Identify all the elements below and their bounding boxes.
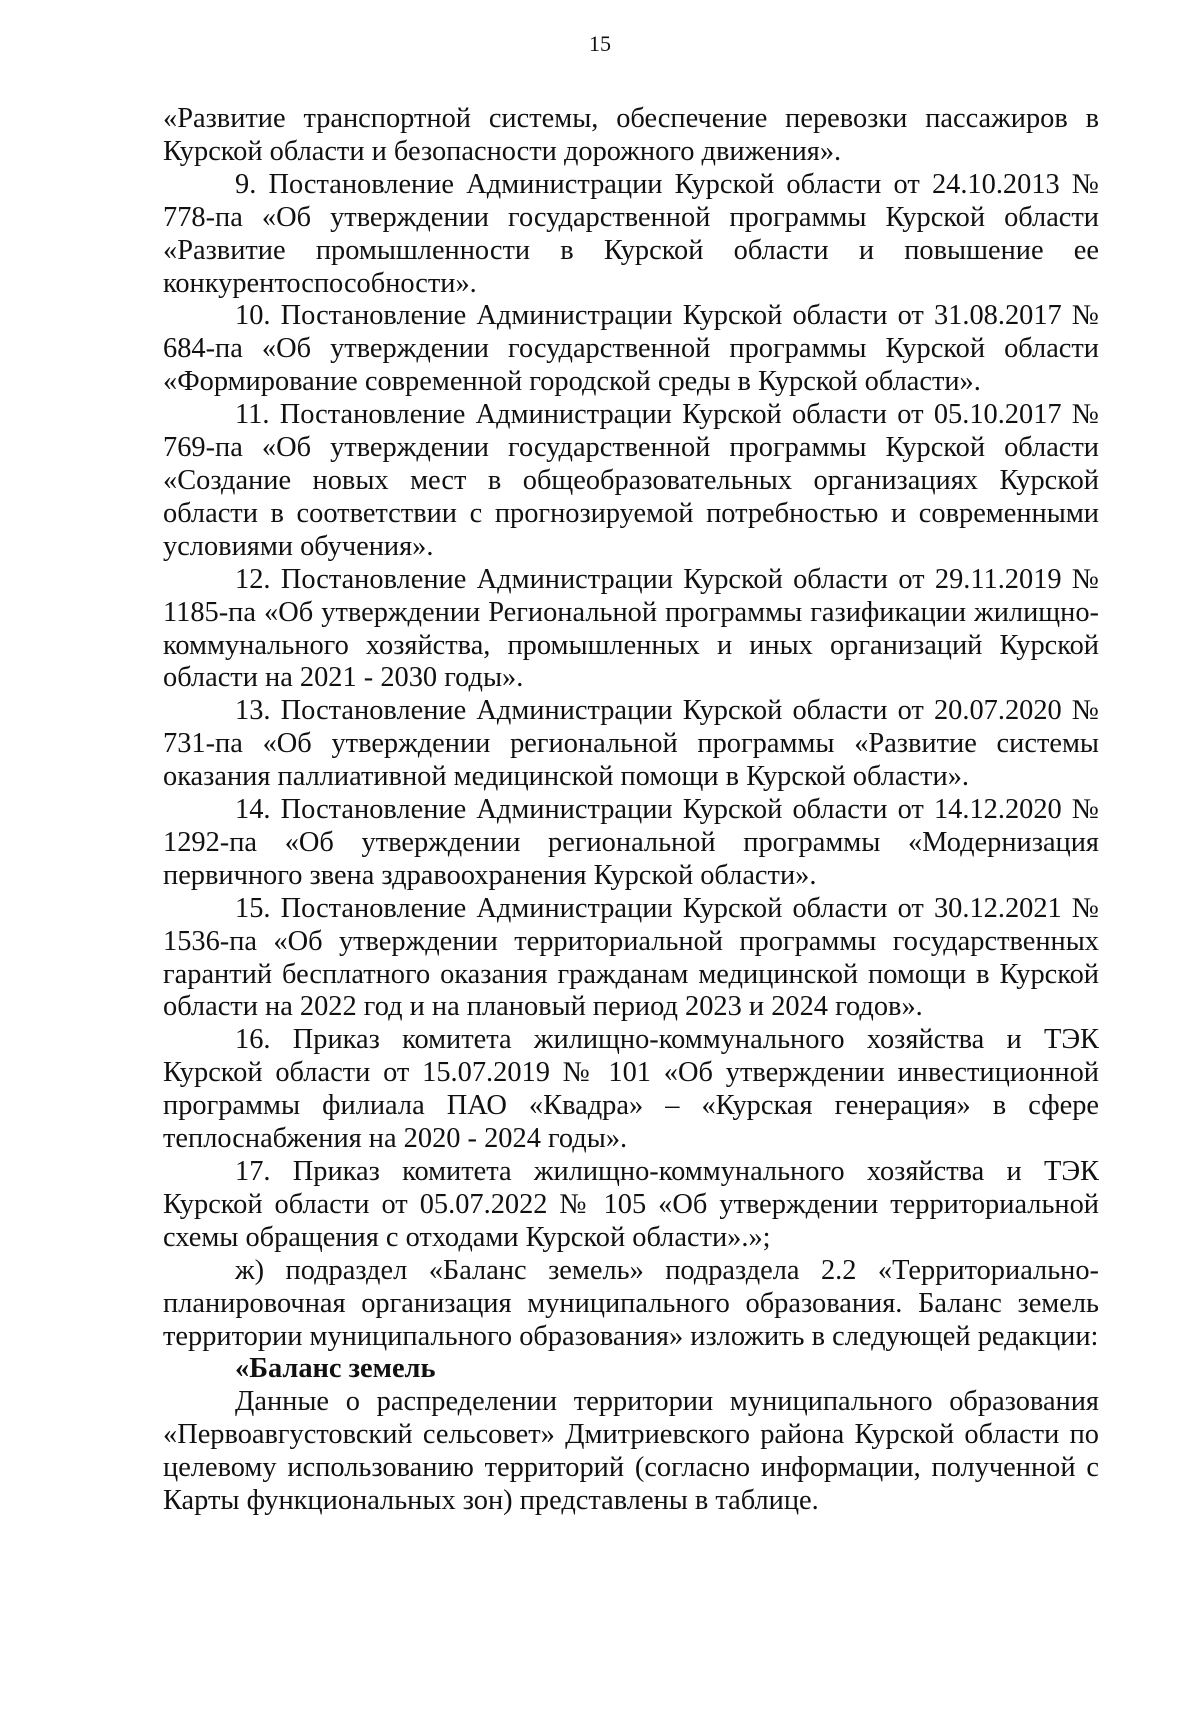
paragraph-item-17: 17. Приказ комитета жилищно-коммунального хозяйства и ТЭК Курской области от 05.07.2022 № 105 «Об утверждении территориальной схемы обращения с отходами Курской области».»; bbox=[163, 1156, 1099, 1253]
paragraph-item-16: 16. Приказ комитета жилищно-коммунального хозяйства и ТЭК Курской области от 15.07.2019 № 101 «Об утверждении инвестиционной программы филиала ПАО «Квадра» – «Курская генерация» в сфере теплоснабжения на 2020 - 2024 годы». bbox=[163, 1024, 1099, 1155]
paragraph-item-10: 10. Постановление Администрации Курской области от 31.08.2017 № 684-па «Об утверждении государственной программы Курской области «Формирование современной городской среды в Курской области». bbox=[163, 300, 1099, 398]
paragraph-item-13: 13. Постановление Администрации Курской области от 20.07.2020 № 731-па «Об утверждении региональной программы «Развитие системы оказания паллиативной медицинской помощи в Курской области». bbox=[163, 695, 1099, 793]
paragraph-item-14: 14. Постановление Администрации Курской области от 14.12.2020 № 1292-па «Об утверждении региональной программы «Модернизация первичного звена здравоохранения Курской области». bbox=[163, 794, 1099, 891]
paragraph-item-9: 9. Постановление Администрации Курской области от 24.10.2013 № 778-па «Об утверждении государственной программы Курской области «Развитие промышленности в Курской области и повышение ее конкурентоспособности». bbox=[163, 168, 1099, 299]
section-heading: «Баланс земель bbox=[235, 1353, 436, 1385]
paragraph-subsection-zh: ж) подраздел «Баланс земель» подраздела 2.2 «Территориально-планировочная организация муниципального образования. Баланс земель территории муниципального образования» изложить в следующей редакции: bbox=[163, 1254, 1099, 1352]
paragraph-final: Данные о распределении территории муниципального образования «Первоавгустовский сельсовет» Дмитриевского района Курской области по целевому использованию территорий (согласно информации, полученной с Карты функциональных зон) представлены в таблице. bbox=[163, 1386, 1099, 1517]
paragraph-intro: «Развитие транспортной системы, обеспечение перевозки пассажиров в Курской области и безопасности дорожного движения». bbox=[163, 103, 1099, 167]
paragraph-item-15: 15. Постановление Администрации Курской области от 30.12.2021 № 1536-па «Об утверждении территориальной программы государственных гарантий бесплатного оказания гражданам медицинской помощи в Курской области на 2022 год и на плановый период 2023 и 2024 годов». bbox=[163, 892, 1099, 1023]
document-body bbox=[163, 103, 1099, 1518]
paragraph-item-12: 12. Постановление Администрации Курской области от 29.11.2019 № 1185-па «Об утверждении Региональной программы газификации жилищно-коммунального хозяйства, промышленных и иных организаций Курской области на 2021 - 2030 годы». bbox=[163, 563, 1099, 694]
paragraph-item-11: 11. Постановление Администрации Курской области от 05.10.2017 № 769-па «Об утверждении государственной программы Курской области «Создание новых мест в общеобразовательных организациях Курской области в соответствии с прогнозируемой потребностью и современными условиями обучения». bbox=[163, 399, 1099, 562]
page-number: 15 bbox=[589, 31, 611, 56]
